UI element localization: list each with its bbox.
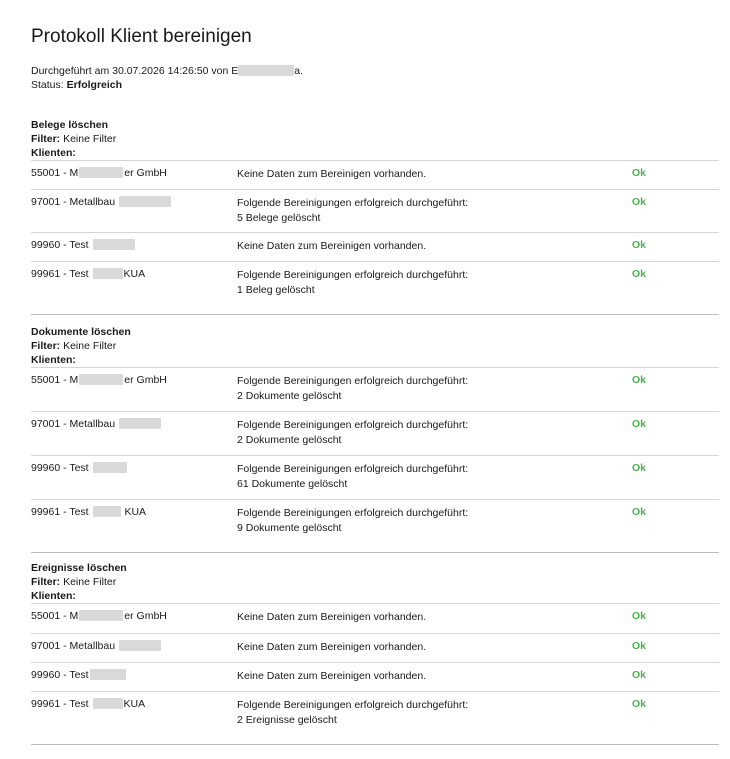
client-name: 99960 - Test — [31, 239, 136, 251]
section-heading: Belege löschen — [31, 119, 109, 131]
section-heading: Dokumente löschen — [31, 326, 131, 338]
clients-label: Klienten: — [31, 147, 76, 159]
table-row — [31, 633, 719, 662]
result-text: Keine Daten zum Bereinigen vorhanden. — [237, 240, 427, 252]
status-ok: Ok — [632, 610, 647, 622]
result-text: Folgende Bereinigungen erfolgreich durchgeführt: 2 Dokumente gelöscht — [237, 375, 469, 402]
table-row — [31, 189, 719, 232]
table-row — [31, 261, 719, 314]
status-ok: Ok — [632, 462, 647, 474]
status-ok: Ok — [632, 698, 647, 710]
section-belege — [31, 118, 719, 315]
client-name: 99961 - Test KUA — [31, 506, 147, 518]
result-text: Folgende Bereinigungen erfolgreich durchgeführt: 9 Dokumente gelöscht — [237, 507, 469, 534]
result-text: Keine Daten zum Bereinigen vorhanden. — [237, 168, 427, 180]
status-label: Status: — [31, 78, 64, 91]
filter-value: Keine Filter — [63, 340, 117, 352]
status-ok: Ok — [632, 196, 647, 208]
redacted-name — [119, 418, 161, 429]
status-value: Erfolgreich — [66, 78, 123, 91]
status-ok: Ok — [632, 167, 647, 179]
client-name: 97001 - Metallbau — [31, 418, 162, 430]
client-table — [31, 160, 719, 315]
table-row — [31, 455, 719, 499]
status-ok: Ok — [632, 506, 647, 518]
filter-label: Filter: — [31, 576, 61, 588]
table-row — [31, 411, 719, 455]
redacted-name — [93, 698, 123, 709]
section-header — [31, 118, 719, 160]
table-row — [31, 499, 719, 552]
redacted-name — [79, 374, 123, 385]
redacted-name — [119, 640, 161, 651]
result-text: Keine Daten zum Bereinigen vorhanden. — [237, 670, 427, 682]
result-text: Keine Daten zum Bereinigen vorhanden. — [237, 641, 427, 653]
protocol-meta — [31, 65, 303, 92]
performed-prefix: Durchgeführt am 30.07.2026 14:26:50 von — [31, 65, 229, 77]
redacted-name — [119, 196, 171, 207]
table-row — [31, 232, 719, 261]
client-name: 99960 - Test — [31, 669, 127, 681]
client-table — [31, 367, 719, 553]
status-ok: Ok — [632, 239, 647, 251]
table-row — [31, 160, 719, 189]
redacted-name — [90, 669, 126, 680]
client-name: 99961 - Test KUA — [31, 698, 146, 710]
clients-label: Klienten: — [31, 354, 76, 366]
result-text: Folgende Bereinigungen erfolgreich durchgeführt: 1 Beleg gelöscht — [237, 269, 469, 296]
result-text: Folgende Bereinigungen erfolgreich durchgeführt: 2 Ereignisse gelöscht — [237, 699, 469, 726]
performed-user-start: E — [231, 65, 239, 77]
table-row — [31, 691, 719, 744]
client-name: 55001 - M er GmbH — [31, 374, 167, 386]
clients-label: Klienten: — [31, 590, 76, 602]
client-name: 97001 - Metallbau — [31, 196, 172, 208]
filter-label: Filter: — [31, 133, 61, 145]
status-ok: Ok — [632, 640, 647, 652]
result-text: Folgende Bereinigungen erfolgreich durchgeführt: 5 Belege gelöscht — [237, 197, 469, 224]
redacted-user — [238, 65, 294, 76]
performed-line — [31, 65, 303, 79]
client-name: 99961 - Test KUA — [31, 268, 146, 280]
page-title: Protokoll Klient bereinigen — [31, 26, 252, 47]
table-row — [31, 603, 719, 633]
client-name: 55001 - M er GmbH — [31, 610, 167, 622]
result-text: Folgende Bereinigungen erfolgreich durchgeführt: 61 Dokumente gelöscht — [237, 463, 469, 490]
section-heading: Ereignisse löschen — [31, 562, 127, 574]
status-line — [31, 79, 303, 93]
status-ok: Ok — [632, 418, 647, 430]
table-row — [31, 662, 719, 691]
section-dokumente — [31, 325, 719, 553]
filter-label: Filter: — [31, 340, 61, 352]
client-table — [31, 603, 719, 745]
status-ok: Ok — [632, 669, 647, 681]
redacted-name — [93, 268, 123, 279]
section-ereignisse — [31, 561, 719, 745]
table-row — [31, 367, 719, 411]
client-name: 55001 - M er GmbH — [31, 167, 167, 179]
result-text: Folgende Bereinigungen erfolgreich durchgeführt: 2 Dokumente gelöscht — [237, 419, 469, 446]
redacted-name — [93, 506, 121, 517]
section-header — [31, 325, 719, 367]
redacted-name — [93, 462, 127, 473]
section-header — [31, 561, 719, 603]
redacted-name — [79, 610, 123, 621]
performed-user-end: a. — [294, 65, 304, 77]
status-ok: Ok — [632, 374, 647, 386]
redacted-name — [79, 167, 123, 178]
filter-value: Keine Filter — [63, 576, 117, 588]
client-name: 97001 - Metallbau — [31, 640, 162, 652]
result-text: Keine Daten zum Bereinigen vorhanden. — [237, 611, 427, 623]
status-ok: Ok — [632, 268, 647, 280]
redacted-name — [93, 239, 135, 250]
filter-value: Keine Filter — [63, 133, 117, 145]
client-name: 99960 - Test — [31, 462, 128, 474]
